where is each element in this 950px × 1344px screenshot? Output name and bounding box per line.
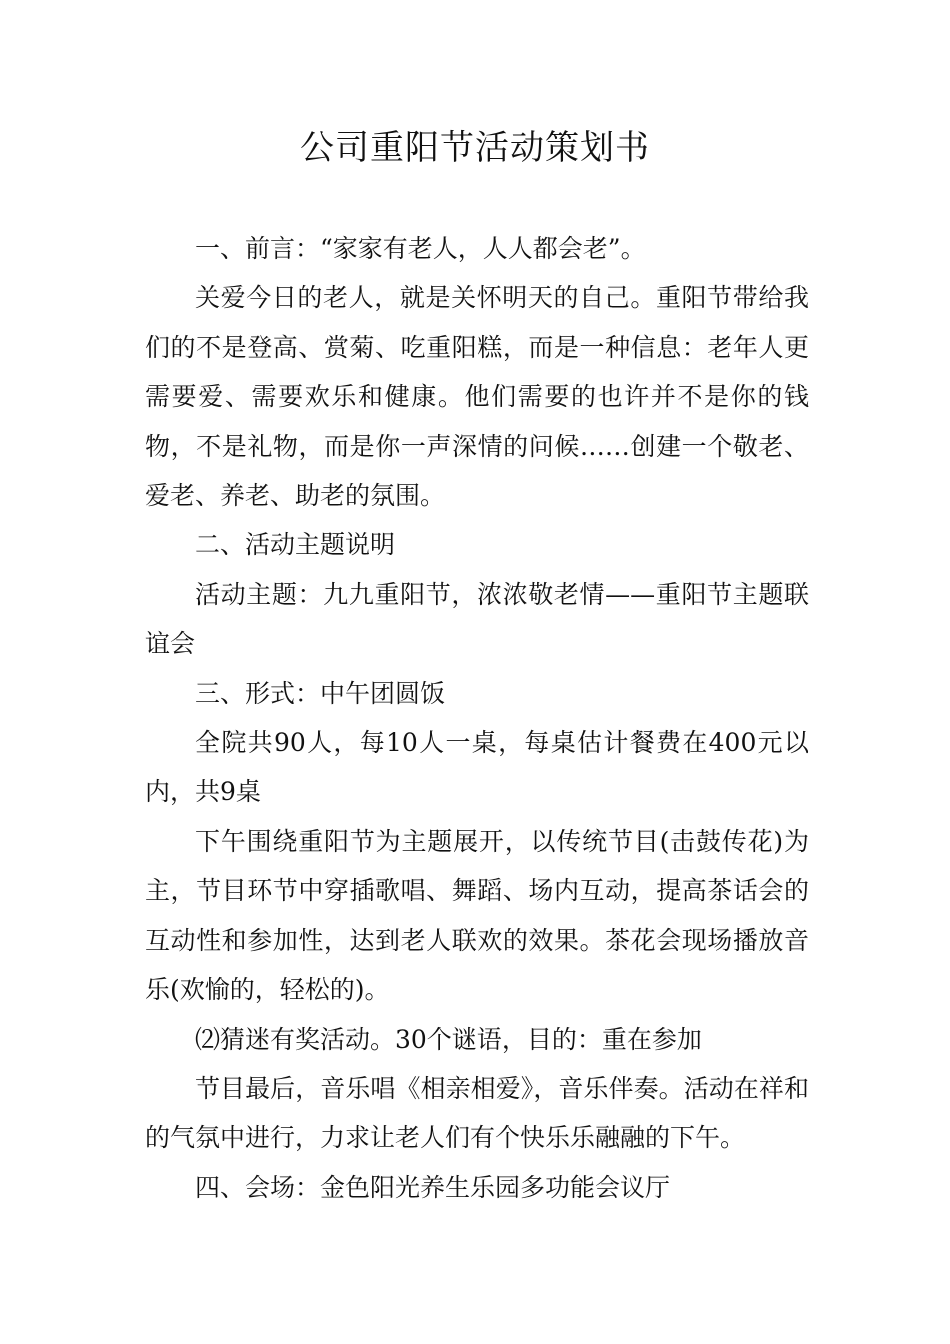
section-heading-preface: 一、前言：“家家有老人，人人都会老”。 [195, 234, 646, 263]
paragraph-preface-text: 关爱今日的老人，就是关怀明天的自己。重阳节带给我们的不是登高、赏菊、吃重阳糕，而是一种信息：老年人更需要爱、需要欢乐和健康。他们需要的也许并不是你的钱物，不是礼物，而是你一声深情的问候……创建一个敬老、爱老、养老、助老的氛围。 [145, 283, 809, 511]
section-heading-theme: 二、活动主题说明 [195, 530, 396, 560]
section-heading-venue: 四、会场：金色阳光养生乐园多功能会议厅 [195, 1172, 671, 1202]
document-body [145, 224, 809, 1212]
paragraph-riddle-activity: ⑵猜迷有奖活动。30个谜语，目的：重在参加 [195, 1024, 702, 1054]
paragraph-finale: 节目最后，音乐唱《相亲相爱》，音乐伴奏。活动在祥和的气氛中进行，力求让老人们有个快乐乐融融的下午。 [145, 1073, 809, 1153]
paragraph-format-lunch: 全院共90人，每10人一桌，每桌估计餐费在400元以内，共9桌 [145, 728, 809, 807]
paragraph-theme-text: 活动主题：九九重阳节，浓浓敬老情——重阳节主题联谊会 [145, 579, 809, 659]
section-heading-format: 三、形式：中午团圆饭 [195, 678, 446, 708]
paragraph-format-afternoon: 下午围绕重阳节为主题展开，以传统节目(击鼓传花)为主，节目环节中穿插歌唱、舞蹈、场内互动，提高茶话会的互动性和参加性，达到老人联欢的效果。茶花会现场播放音乐(欢愉的，轻松的)。 [145, 826, 809, 1005]
document-title: 公司重阳节活动策划书 [300, 128, 650, 168]
